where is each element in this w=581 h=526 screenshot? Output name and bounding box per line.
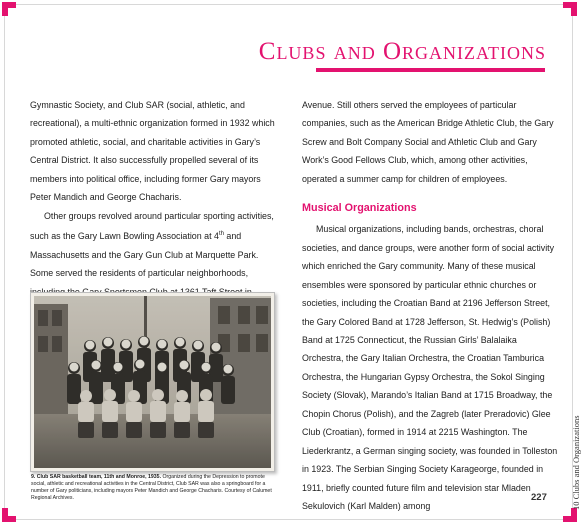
left-paragraph-2-rest: and Massachusetts and the Gary Gun Club at Marquette Park. Some served the residents of particular neighborhoods, <box>30 231 259 279</box>
corner-mark-top-left-vertical <box>2 2 8 16</box>
left-column <box>30 96 282 321</box>
title-underline <box>316 68 545 72</box>
club-sar-team-photo <box>34 296 271 468</box>
running-section-label-text: 10 Clubs and Organizations <box>571 415 581 510</box>
right-column <box>302 96 560 516</box>
running-section-label <box>560 360 581 510</box>
page-title: Clubs and Organizations <box>258 38 546 65</box>
ordinal-suffix-th: th <box>218 231 224 238</box>
photo-frame <box>30 292 275 472</box>
corner-mark-bottom-right-vertical <box>571 508 577 522</box>
corner-mark-top-right-vertical <box>571 2 577 16</box>
caption-heading: 9. Club SAR basketball team, 11th and Monroe, 1935. <box>31 474 162 480</box>
left-paragraph-2-start: Other groups revolved around particular sporting activities, such as the Gary Lawn Bowling Association at <box>30 210 274 242</box>
caption-body: Organized during the Depression to promote social, athletic and recreational activities in the Central District, Club SAR was also a springboard for a number of Gary politicians, including mayors Peter Mandich and George Chacharis. Courtesy of Calumet Regional Archives. <box>31 474 272 502</box>
section-heading-musical-organizations: Musical Organizations <box>302 202 417 215</box>
left-paragraph-1: Gymnastic Society, and Club SAR (social, athletic, and recreational), a multi-ethnic organization formed in 1932 which promoted athletic, social, and charitable activities in Gary’s Central District. It also successfully propelled several of its members into political office, including former Gary mayors Peter Mandich and George Chacharis. <box>30 100 275 203</box>
right-paragraph-2: Musical organizations, including bands, orchestras, choral societies, and dance groups, were another form of social activity which enriched the Gary community. Many of these musical ensembles were sponsored by particular ethnic churches or societies, including the Croatian Band at 2196 Jefferson Street, the Gary Colored Band at 1728 Jefferson, St. Hedwig’s (Polish) Band at 1725 Connecticut, the Russian Girls’ Balalaika Orchestra, the Gary Italian Orchestra, the Croatian Tamburica Orchestra, the Hungarian Gypsy Orchestra, the Sokol Singing Society (Slovak), Marando’s Italian Band at 1715 Broadway, the Chopin Chorus (Polish), and the Zagreb (later Preradovic) Glee Club (Croatian), formed in 1914 at 2215 Washington. The Liederkrantz, a German singing society, was founded in Tolleston in 1923. The Serbian Singing Society Karageorge, founded in 1911, briefly counted future film and television star Mladen Sekulovich (Karl Malden) among <box>302 224 558 512</box>
photo-caption <box>31 474 276 502</box>
team-photo-illustration <box>34 296 271 468</box>
corner-mark-bottom-left-vertical <box>2 508 8 522</box>
right-paragraph-1: Avenue. Still others served the employees of particular companies, such as the American Bridge Athletic Club, the Gary Screw and Bolt Company Social and Athletic Club and Gary Work’s Good Fellows Club, which, among other activities, operated a summer camp for children of employees. <box>302 100 554 184</box>
page-number: 227 <box>531 492 547 503</box>
ordinal-4: 4 <box>214 231 219 242</box>
